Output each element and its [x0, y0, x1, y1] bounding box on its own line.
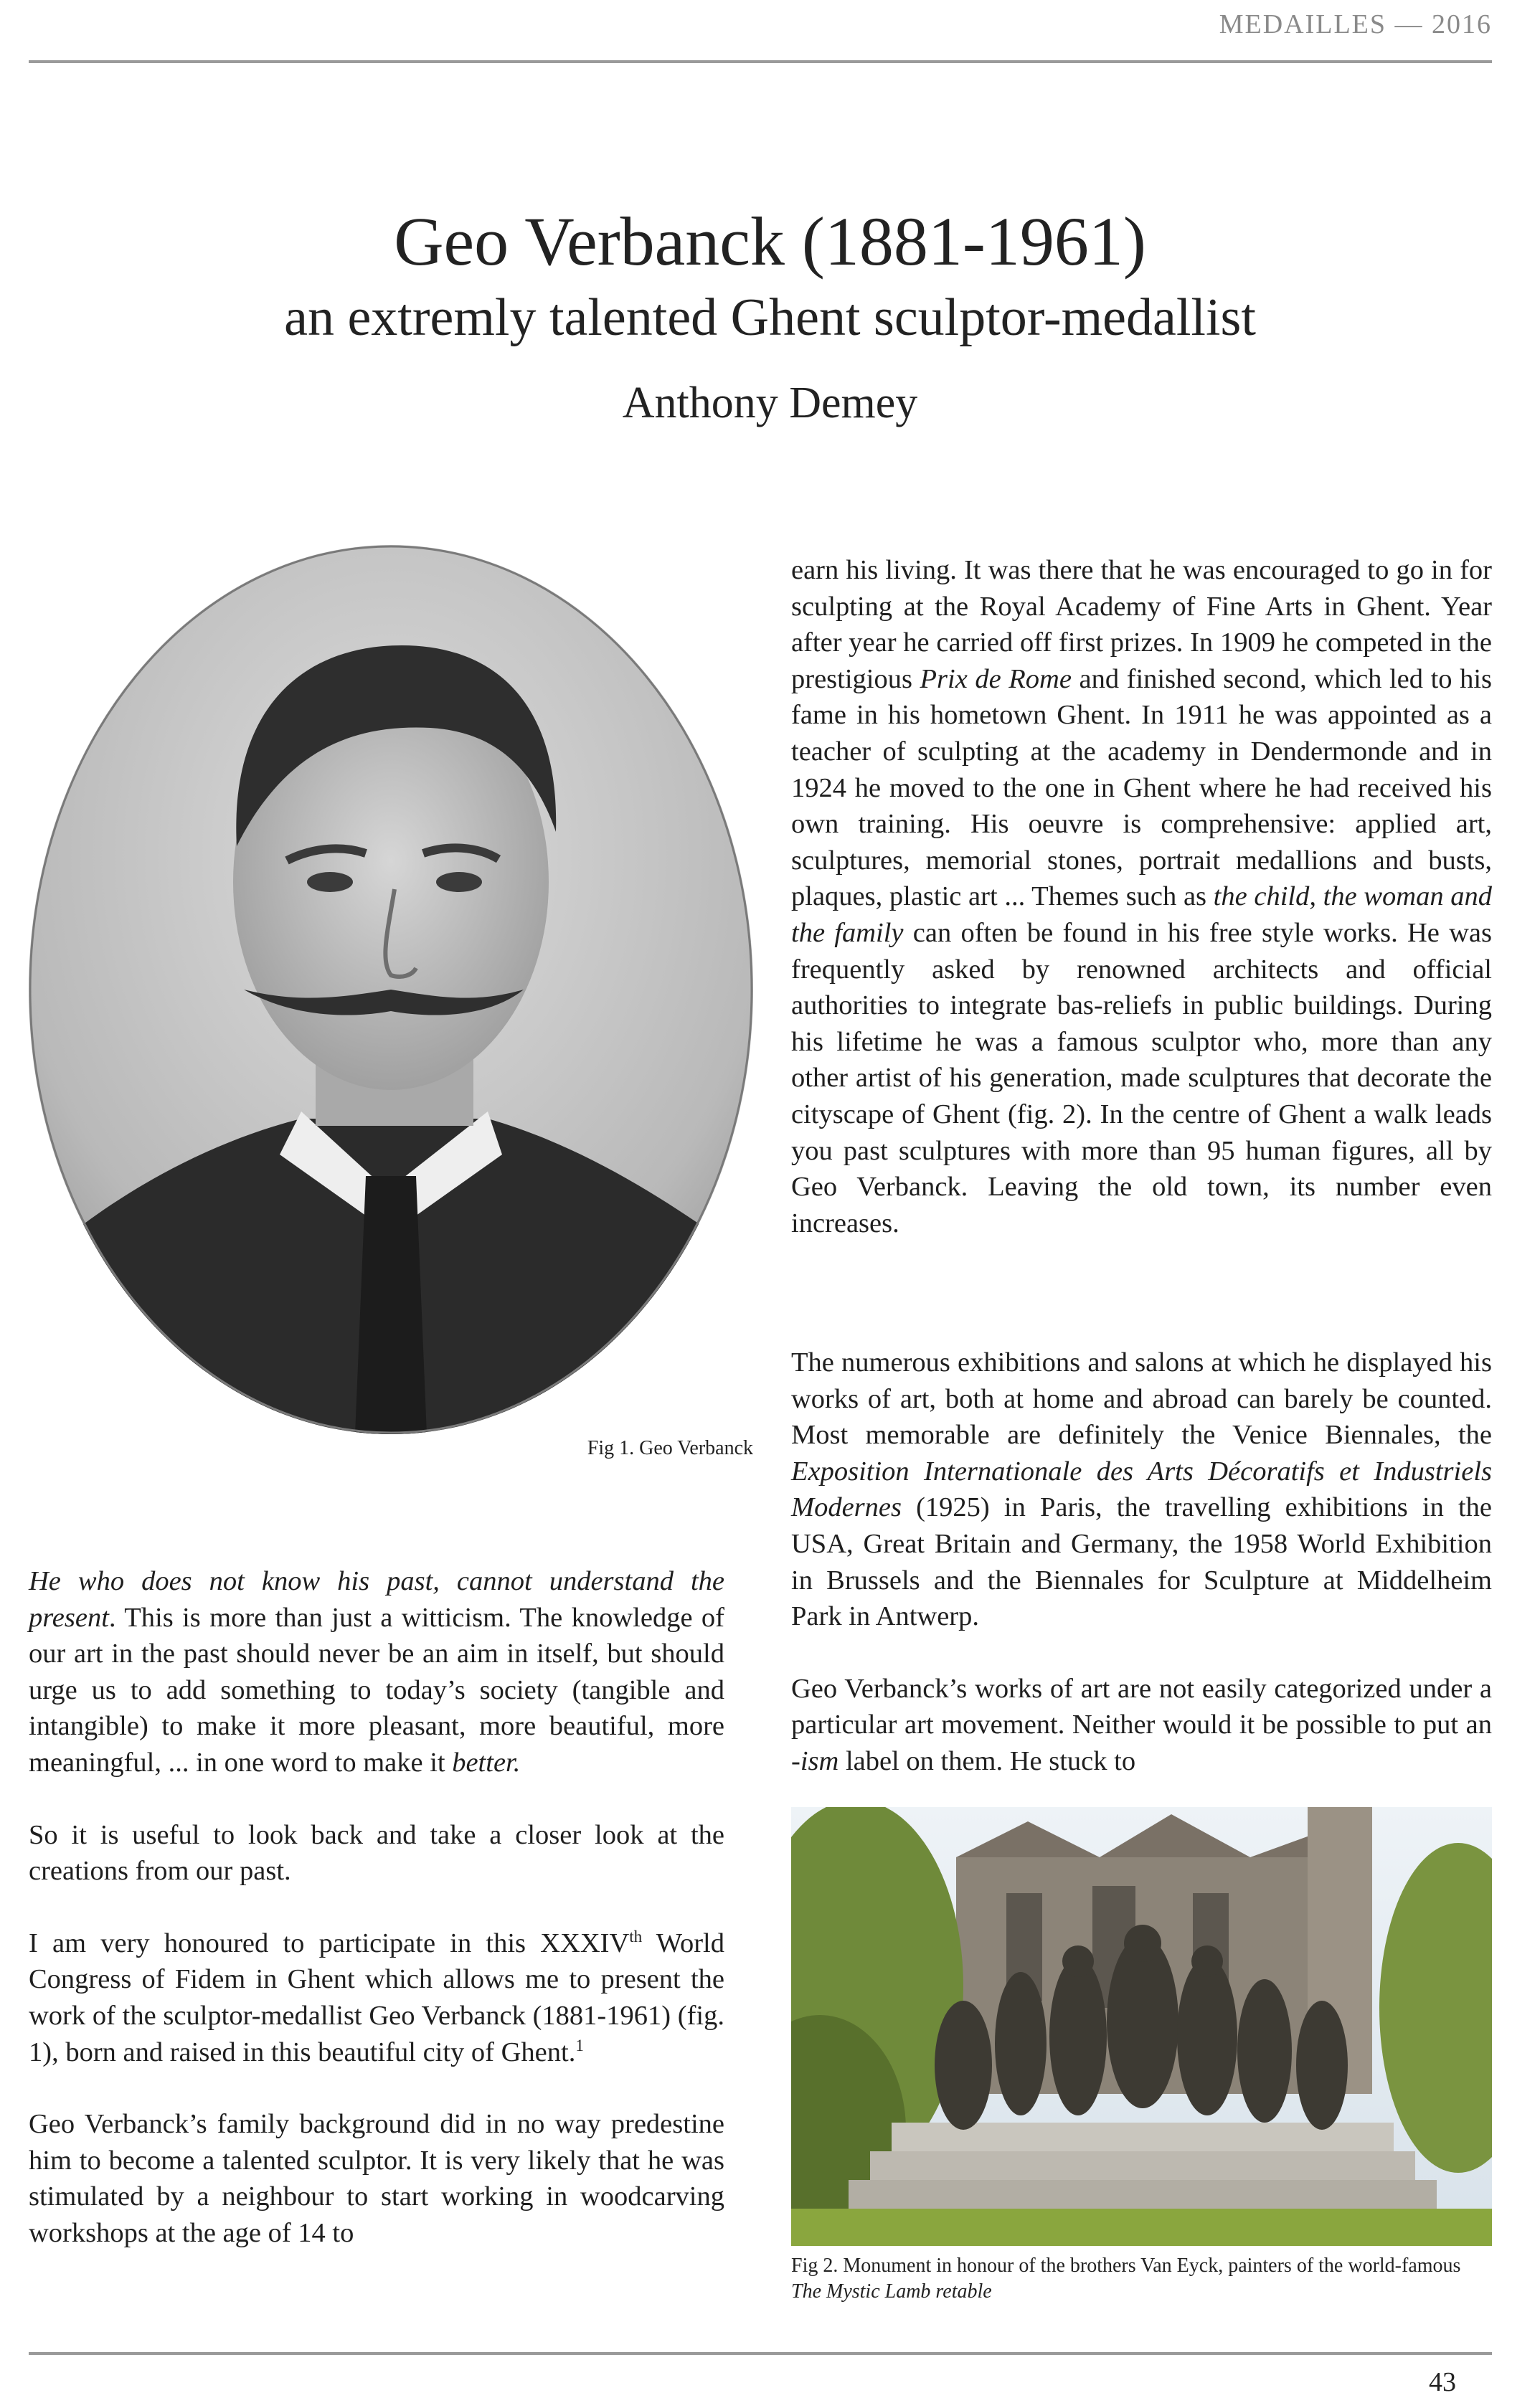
footer-rule: [29, 2352, 1492, 2355]
monument-photo: [791, 1807, 1492, 2246]
paragraph: The numerous exhibitions and salons at which he displayed his works of art, both at home and abroad can barely be counted. Most memorable are definitely the Venice Biennales, the Exposition Internationale des Arts Décoratifs et Industriels Modernes (1925) in Paris, the travelling exhibitions in the USA, Great Britain and Germany, the 1958 World Exhibition in Brussels and the Biennales for Sculpture at Middelheim Park in Antwerp.: [791, 1347, 1492, 1632]
figure-1-caption: Fig 1. Geo Verbanck: [587, 1437, 753, 1459]
paragraph: I am very honoured to participate in this XXXIVth World Congress of Fidem in Ghent which allows me to present the work of the sculptor-medallist Geo Verbanck (1881-1961) (fig. 1), born and raised in this beautiful city of Ghent.$^1$: [29, 1926, 725, 2067]
running-header: MEDAILLES — 2016: [1219, 9, 1492, 39]
paragraph: Geo Verbanck’s family background did in no way predestine him to become a talented sculptor. It is very likely that he was stimulated by a neighbour to start working in woodcarving workshops at the age of 14 to: [29, 2109, 724, 2248]
paragraph: earn his living. It was there that he was encouraged to go in for sculpting at the Royal Academy of Fine Arts in Ghent. Year after year he carried off first prizes. In 1909 he competed in the prestigious Prix de Rome and finished second, which led to his fame in his hometown Ghent. In 1911 he was appointed as a teacher of sculpting at the academy in Dendermonde and in 1924 he moved to the one in Ghent where he had received his own training. His oeuvre is comprehensive: applied art, sculptures, memorial stones, portrait medallions and busts, plaques, plastic art ... Themes such as the child, the woman and the family can often be found in his free style works. He was frequently asked by renowned architects and official authorities to integrate bas-reliefs in public buildings. During his lifetime he was a famous sculptor who, more than any other artist of his generation, made sculptures that decorate the cityscape of Ghent (fig. 2). In the centre of Ghent a walk leads you past sculptures with more than 95 human figures, all by Geo Verbanck. Leaving the old town, its number even increases.: [791, 555, 1492, 1238]
body-text-right-middle: [791, 1345, 1492, 1780]
body-text-right-top: [791, 552, 1492, 1241]
portrait-photo: [29, 545, 753, 1434]
paragraph: Geo Verbanck’s works of art are not easily categorized under a particular art movement. Neither would it be possible to put an -ism label on them. He stuck to: [791, 1673, 1492, 1776]
article-author: Anthony Demey: [622, 379, 918, 427]
footnote-ref[interactable]: 1: [575, 2035, 584, 2054]
figure-2-caption: Fig 2. Monument in honour of the brothers Van Eyck, painters of the world-famous The Mystic Lamb retable: [791, 2255, 1461, 2303]
body-text-left: [29, 1563, 724, 2252]
article-title: Geo Verbanck (1881-1961): [394, 203, 1146, 280]
article-subtitle: an extremly talented Ghent sculptor-medallist: [284, 288, 1256, 347]
paragraph: He who does not know his past, cannot understand the present. This is more than just a witticism. The knowledge of our art in the past should never be an aim in itself, but should urge us to add something to today’s society (tangible and intangible) to make it more pleasant, more beautiful, more meaningful, ... in one word to make it better.: [29, 1566, 724, 1778]
header-rule: [29, 60, 1492, 63]
paragraph: So it is useful to look back and take a closer look at the creations from our past.: [29, 1819, 724, 1887]
page-number: 43: [1429, 2367, 1456, 2397]
